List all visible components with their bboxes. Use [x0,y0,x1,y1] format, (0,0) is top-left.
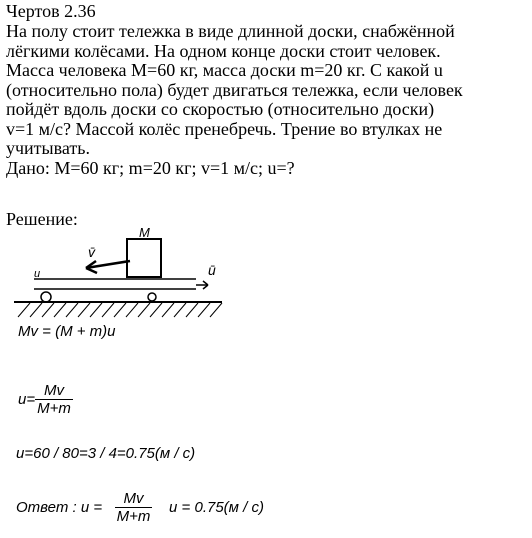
wheel-left [41,292,51,302]
problem-line: пойдёт вдоль доски со скоростью (относительно доски) [6,99,435,119]
problem-line: v=1 м/с? Массой колёс пренебречь. Трение во втулках не [6,118,443,139]
problem-line: учитывать. [6,138,91,158]
u-label: ū [208,262,216,278]
problem-line: лёгкими колёсами. На одном конце доски стоит человек. [6,40,441,61]
answer-denominator: M+m [116,508,151,525]
problem-title: Чертов 2.36 [6,1,96,21]
equation-u-formula [18,382,73,417]
floor-hatching [18,303,222,317]
answer-fraction [115,490,153,525]
equation-momentum: Mv = (M + m)u [18,323,116,340]
person-label: M [139,225,150,240]
u-small-label: u [34,268,41,280]
eq2-denominator: M+m [37,400,71,417]
answer-line [16,490,264,525]
problem-line: Масса человека M=60 кг, масса доски m=20 кг. С какой u [6,60,443,80]
eq2-fraction [35,382,73,417]
answer-numerator: Mv [123,490,144,507]
answer-prefix: Ответ : u = [16,499,103,516]
problem-statement [6,22,526,178]
solution-label: Решение: [6,209,78,229]
problem-line: На полу стоит тележка в виде длинной доски, снабжённой [6,21,455,41]
eq2-numerator: Mv [43,382,64,399]
wheel-right [148,293,156,301]
equation-numeric: u=60 / 80=3 / 4=0.75(м / с) [16,445,196,462]
person-box [127,239,161,277]
eq2-lhs: u= [18,391,36,408]
cart-sketch [0,225,240,325]
answer-result: u = 0.75(м / с) [169,499,264,516]
given-line: Дано: M=60 кг; m=20 кг; v=1 м/с; u=? [6,157,295,178]
problem-line: (относительно пола) будет двигаться тележка, если человек [6,79,463,100]
v-label: v̄ [88,244,95,260]
